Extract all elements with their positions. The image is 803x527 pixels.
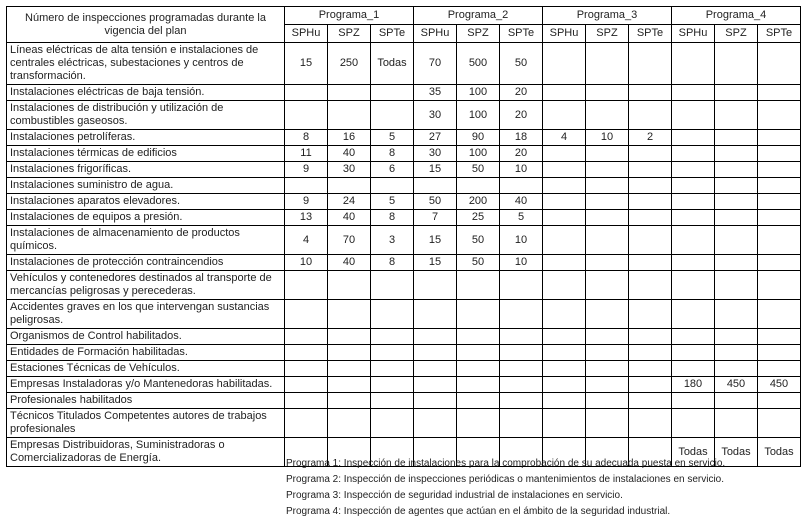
value-cell: 100 bbox=[457, 101, 500, 130]
value-cell bbox=[543, 393, 586, 409]
value-cell bbox=[586, 271, 629, 300]
value-cell bbox=[543, 361, 586, 377]
row-label: Profesionales habilitados bbox=[7, 393, 285, 409]
header-programa-1: Programa_1 bbox=[285, 7, 414, 25]
value-cell: 25 bbox=[457, 210, 500, 226]
header-programa-4: Programa_4 bbox=[672, 7, 801, 25]
value-cell bbox=[629, 255, 672, 271]
table-row bbox=[7, 85, 801, 101]
value-cell bbox=[543, 345, 586, 361]
value-cell bbox=[543, 85, 586, 101]
value-cell: 100 bbox=[457, 146, 500, 162]
value-cell: 90 bbox=[457, 130, 500, 146]
value-cell bbox=[715, 361, 758, 377]
value-cell: 50 bbox=[414, 194, 457, 210]
value-cell bbox=[285, 271, 328, 300]
value-cell bbox=[500, 329, 543, 345]
value-cell bbox=[328, 361, 371, 377]
value-cell bbox=[672, 130, 715, 146]
value-cell bbox=[543, 210, 586, 226]
table-row bbox=[7, 146, 801, 162]
value-cell: 6 bbox=[371, 162, 414, 178]
table-row bbox=[7, 329, 801, 345]
value-cell bbox=[586, 300, 629, 329]
value-cell: 5 bbox=[371, 130, 414, 146]
table-row bbox=[7, 300, 801, 329]
value-cell bbox=[414, 393, 457, 409]
value-cell bbox=[586, 409, 629, 438]
value-cell bbox=[586, 361, 629, 377]
value-cell: 8 bbox=[371, 210, 414, 226]
value-cell: 180 bbox=[672, 377, 715, 393]
value-cell bbox=[715, 162, 758, 178]
value-cell bbox=[758, 409, 801, 438]
value-cell bbox=[371, 393, 414, 409]
value-cell bbox=[500, 178, 543, 194]
table-row bbox=[7, 43, 801, 85]
value-cell bbox=[586, 146, 629, 162]
value-cell bbox=[414, 361, 457, 377]
value-cell bbox=[758, 146, 801, 162]
value-cell: 10 bbox=[586, 130, 629, 146]
value-cell: 30 bbox=[414, 101, 457, 130]
value-cell bbox=[328, 393, 371, 409]
value-cell bbox=[715, 345, 758, 361]
value-cell bbox=[672, 178, 715, 194]
value-cell: 2 bbox=[629, 130, 672, 146]
value-cell: 16 bbox=[328, 130, 371, 146]
value-cell bbox=[543, 101, 586, 130]
value-cell bbox=[672, 162, 715, 178]
table-row bbox=[7, 101, 801, 130]
value-cell bbox=[758, 329, 801, 345]
table-body bbox=[7, 43, 801, 467]
value-cell: 3 bbox=[371, 226, 414, 255]
value-cell bbox=[371, 300, 414, 329]
value-cell: 100 bbox=[457, 85, 500, 101]
row-label: Instalaciones de almacenamiento de productos químicos. bbox=[7, 226, 285, 255]
value-cell: 5 bbox=[371, 194, 414, 210]
value-cell bbox=[285, 393, 328, 409]
value-cell bbox=[457, 178, 500, 194]
value-cell bbox=[543, 409, 586, 438]
value-cell bbox=[715, 329, 758, 345]
value-cell bbox=[629, 329, 672, 345]
table-row bbox=[7, 393, 801, 409]
value-cell: 30 bbox=[328, 162, 371, 178]
value-cell: 20 bbox=[500, 146, 543, 162]
value-cell bbox=[285, 85, 328, 101]
value-cell bbox=[457, 300, 500, 329]
value-cell bbox=[629, 85, 672, 101]
value-cell bbox=[758, 345, 801, 361]
footnote-programa-4: Programa 4: Inspección de agentes que actúan en el ámbito de la seguridad industrial. bbox=[286, 506, 671, 517]
value-cell bbox=[586, 393, 629, 409]
table-row bbox=[7, 409, 801, 438]
value-cell: 18 bbox=[500, 130, 543, 146]
value-cell bbox=[629, 300, 672, 329]
value-cell bbox=[672, 194, 715, 210]
table-row bbox=[7, 255, 801, 271]
value-cell: 15 bbox=[414, 226, 457, 255]
value-cell bbox=[672, 85, 715, 101]
row-label: Accidentes graves en los que intervengan sustancias peligrosas. bbox=[7, 300, 285, 329]
value-cell bbox=[715, 178, 758, 194]
value-cell bbox=[328, 271, 371, 300]
value-cell: 10 bbox=[500, 162, 543, 178]
value-cell bbox=[586, 43, 629, 85]
table-row bbox=[7, 210, 801, 226]
table-row bbox=[7, 361, 801, 377]
value-cell bbox=[629, 409, 672, 438]
value-cell: 70 bbox=[328, 226, 371, 255]
value-cell bbox=[672, 255, 715, 271]
value-cell bbox=[328, 329, 371, 345]
value-cell bbox=[285, 361, 328, 377]
value-cell bbox=[629, 194, 672, 210]
value-cell bbox=[543, 43, 586, 85]
value-cell: 20 bbox=[500, 85, 543, 101]
value-cell bbox=[457, 393, 500, 409]
value-cell: 13 bbox=[285, 210, 328, 226]
subheader-spz: SPZ bbox=[586, 25, 629, 43]
value-cell bbox=[371, 329, 414, 345]
value-cell bbox=[457, 329, 500, 345]
value-cell: 50 bbox=[457, 255, 500, 271]
subheader-spte: SPTe bbox=[758, 25, 801, 43]
value-cell bbox=[672, 146, 715, 162]
value-cell bbox=[586, 329, 629, 345]
value-cell bbox=[285, 101, 328, 130]
value-cell bbox=[629, 101, 672, 130]
value-cell: Todas bbox=[715, 438, 758, 467]
table-title: Número de inspecciones programadas durante la vigencia del plan bbox=[7, 7, 285, 43]
inspections-table bbox=[6, 6, 801, 467]
value-cell bbox=[500, 393, 543, 409]
value-cell bbox=[758, 393, 801, 409]
table-row bbox=[7, 178, 801, 194]
row-label: Instalaciones de distribución y utilización de combustibles gaseosos. bbox=[7, 101, 285, 130]
value-cell bbox=[715, 409, 758, 438]
value-cell bbox=[328, 85, 371, 101]
value-cell: 15 bbox=[414, 162, 457, 178]
value-cell bbox=[715, 210, 758, 226]
value-cell: Todas bbox=[371, 43, 414, 85]
value-cell bbox=[758, 101, 801, 130]
value-cell bbox=[328, 409, 371, 438]
footnote-programa-2: Programa 2: Inspección de inspecciones periódicas o mantenimientos de instalaciones en servicio. bbox=[286, 474, 725, 485]
value-cell bbox=[543, 377, 586, 393]
value-cell bbox=[672, 393, 715, 409]
value-cell bbox=[758, 226, 801, 255]
value-cell bbox=[328, 101, 371, 130]
row-label: Líneas eléctricas de alta tensión e instalaciones de centrales eléctricas, subestaciones y centros de transformación. bbox=[7, 43, 285, 85]
value-cell: 5 bbox=[500, 210, 543, 226]
value-cell bbox=[629, 271, 672, 300]
value-cell bbox=[543, 271, 586, 300]
value-cell bbox=[371, 101, 414, 130]
value-cell bbox=[586, 101, 629, 130]
value-cell bbox=[371, 85, 414, 101]
value-cell bbox=[629, 146, 672, 162]
value-cell: 50 bbox=[457, 226, 500, 255]
value-cell bbox=[758, 361, 801, 377]
value-cell bbox=[672, 101, 715, 130]
subheader-spz: SPZ bbox=[457, 25, 500, 43]
value-cell: 10 bbox=[500, 255, 543, 271]
value-cell: 450 bbox=[715, 377, 758, 393]
value-cell bbox=[285, 178, 328, 194]
value-cell: 250 bbox=[328, 43, 371, 85]
value-cell bbox=[672, 409, 715, 438]
value-cell bbox=[672, 345, 715, 361]
row-label: Empresas Instaladoras y/o Mantenedoras habilitadas. bbox=[7, 377, 285, 393]
value-cell bbox=[629, 43, 672, 85]
value-cell bbox=[758, 271, 801, 300]
value-cell: 7 bbox=[414, 210, 457, 226]
value-cell bbox=[543, 194, 586, 210]
value-cell: Todas bbox=[672, 438, 715, 467]
value-cell bbox=[414, 345, 457, 361]
value-cell bbox=[629, 361, 672, 377]
value-cell: 70 bbox=[414, 43, 457, 85]
value-cell bbox=[285, 300, 328, 329]
value-cell bbox=[586, 345, 629, 361]
subheader-spte: SPTe bbox=[371, 25, 414, 43]
value-cell: 40 bbox=[500, 194, 543, 210]
header-programa-3: Programa_3 bbox=[543, 7, 672, 25]
value-cell bbox=[414, 377, 457, 393]
row-label: Vehículos y contenedores destinados al transporte de mercancías peligrosas y perecederas. bbox=[7, 271, 285, 300]
value-cell bbox=[586, 377, 629, 393]
value-cell bbox=[586, 162, 629, 178]
value-cell bbox=[328, 377, 371, 393]
row-label: Técnicos Titulados Competentes autores de trabajos profesionales bbox=[7, 409, 285, 438]
value-cell bbox=[371, 345, 414, 361]
value-cell: 200 bbox=[457, 194, 500, 210]
subheader-sphu: SPHu bbox=[543, 25, 586, 43]
value-cell bbox=[715, 393, 758, 409]
value-cell: 50 bbox=[500, 43, 543, 85]
value-cell bbox=[672, 210, 715, 226]
row-label: Instalaciones térmicas de edificios bbox=[7, 146, 285, 162]
value-cell: 50 bbox=[457, 162, 500, 178]
value-cell bbox=[500, 409, 543, 438]
value-cell bbox=[758, 300, 801, 329]
table-header bbox=[7, 7, 801, 43]
value-cell bbox=[586, 85, 629, 101]
value-cell bbox=[543, 226, 586, 255]
subheader-sphu: SPHu bbox=[285, 25, 328, 43]
value-cell bbox=[457, 377, 500, 393]
value-cell bbox=[715, 101, 758, 130]
row-label: Instalaciones de equipos a presión. bbox=[7, 210, 285, 226]
value-cell bbox=[543, 162, 586, 178]
program-header-row bbox=[7, 7, 801, 25]
subheader-sphu: SPHu bbox=[414, 25, 457, 43]
subheader-sphu: SPHu bbox=[672, 25, 715, 43]
row-label: Instalaciones suministro de agua. bbox=[7, 178, 285, 194]
value-cell bbox=[672, 43, 715, 85]
table-row bbox=[7, 345, 801, 361]
row-label: Entidades de Formación habilitadas. bbox=[7, 345, 285, 361]
value-cell bbox=[285, 345, 328, 361]
value-cell bbox=[328, 300, 371, 329]
table-row bbox=[7, 130, 801, 146]
value-cell bbox=[414, 300, 457, 329]
value-cell bbox=[629, 226, 672, 255]
value-cell bbox=[715, 255, 758, 271]
table-row bbox=[7, 162, 801, 178]
value-cell: 40 bbox=[328, 255, 371, 271]
value-cell: 8 bbox=[371, 146, 414, 162]
value-cell bbox=[457, 409, 500, 438]
value-cell bbox=[543, 178, 586, 194]
value-cell bbox=[715, 130, 758, 146]
value-cell: 27 bbox=[414, 130, 457, 146]
value-cell bbox=[758, 162, 801, 178]
value-cell bbox=[328, 345, 371, 361]
subheader-spte: SPTe bbox=[500, 25, 543, 43]
value-cell bbox=[586, 194, 629, 210]
value-cell bbox=[586, 226, 629, 255]
value-cell: 8 bbox=[285, 130, 328, 146]
value-cell bbox=[543, 329, 586, 345]
value-cell bbox=[715, 43, 758, 85]
value-cell bbox=[371, 271, 414, 300]
value-cell: 35 bbox=[414, 85, 457, 101]
value-cell: 10 bbox=[500, 226, 543, 255]
value-cell: 4 bbox=[285, 226, 328, 255]
value-cell: 24 bbox=[328, 194, 371, 210]
value-cell bbox=[543, 255, 586, 271]
value-cell bbox=[414, 409, 457, 438]
value-cell bbox=[500, 361, 543, 377]
value-cell bbox=[543, 300, 586, 329]
row-label: Organismos de Control habilitados. bbox=[7, 329, 285, 345]
value-cell: 500 bbox=[457, 43, 500, 85]
row-label: Instalaciones petrolíferas. bbox=[7, 130, 285, 146]
value-cell: 9 bbox=[285, 162, 328, 178]
value-cell bbox=[285, 409, 328, 438]
value-cell bbox=[500, 300, 543, 329]
value-cell bbox=[758, 130, 801, 146]
header-programa-2: Programa_2 bbox=[414, 7, 543, 25]
value-cell: 10 bbox=[285, 255, 328, 271]
value-cell bbox=[758, 43, 801, 85]
value-cell bbox=[672, 361, 715, 377]
value-cell bbox=[715, 226, 758, 255]
value-cell bbox=[586, 178, 629, 194]
value-cell bbox=[715, 85, 758, 101]
value-cell bbox=[629, 345, 672, 361]
value-cell bbox=[371, 178, 414, 194]
value-cell bbox=[586, 210, 629, 226]
value-cell bbox=[543, 146, 586, 162]
value-cell bbox=[672, 226, 715, 255]
value-cell: 4 bbox=[543, 130, 586, 146]
subheader-spz: SPZ bbox=[715, 25, 758, 43]
value-cell bbox=[371, 361, 414, 377]
value-cell bbox=[715, 271, 758, 300]
value-cell: 30 bbox=[414, 146, 457, 162]
value-cell: 20 bbox=[500, 101, 543, 130]
value-cell bbox=[758, 255, 801, 271]
value-cell bbox=[414, 178, 457, 194]
value-cell: 40 bbox=[328, 146, 371, 162]
value-cell bbox=[672, 300, 715, 329]
value-cell bbox=[629, 377, 672, 393]
row-label: Instalaciones aparatos elevadores. bbox=[7, 194, 285, 210]
value-cell bbox=[672, 329, 715, 345]
value-cell bbox=[629, 178, 672, 194]
footnote-programa-1: Programa 1: Inspección de instalaciones para la comprobación de su adecuada puesta en servicio. bbox=[286, 458, 726, 469]
row-label: Instalaciones de protección contraincendios bbox=[7, 255, 285, 271]
row-label: Empresas Distribuidoras, Suministradoras o Comercializadoras de Energía. bbox=[7, 438, 285, 467]
value-cell bbox=[285, 377, 328, 393]
value-cell: 11 bbox=[285, 146, 328, 162]
table-row bbox=[7, 271, 801, 300]
value-cell bbox=[715, 194, 758, 210]
value-cell bbox=[414, 329, 457, 345]
value-cell bbox=[715, 146, 758, 162]
value-cell: 15 bbox=[285, 43, 328, 85]
subheader-spz: SPZ bbox=[328, 25, 371, 43]
value-cell bbox=[500, 271, 543, 300]
value-cell bbox=[629, 162, 672, 178]
footnote-programa-3: Programa 3: Inspección de seguridad industrial de instalaciones en servicio. bbox=[286, 490, 623, 501]
value-cell bbox=[457, 345, 500, 361]
value-cell bbox=[414, 271, 457, 300]
row-label: Instalaciones eléctricas de baja tensión. bbox=[7, 85, 285, 101]
value-cell: 450 bbox=[758, 377, 801, 393]
value-cell bbox=[500, 345, 543, 361]
value-cell: Todas bbox=[758, 438, 801, 467]
value-cell bbox=[586, 255, 629, 271]
value-cell bbox=[629, 393, 672, 409]
value-cell bbox=[758, 85, 801, 101]
table-row bbox=[7, 194, 801, 210]
value-cell bbox=[371, 409, 414, 438]
value-cell bbox=[715, 300, 758, 329]
value-cell bbox=[500, 377, 543, 393]
value-cell: 40 bbox=[328, 210, 371, 226]
value-cell bbox=[371, 377, 414, 393]
subheader-spte: SPTe bbox=[629, 25, 672, 43]
value-cell bbox=[672, 271, 715, 300]
row-label: Instalaciones frigoríficas. bbox=[7, 162, 285, 178]
value-cell bbox=[328, 178, 371, 194]
value-cell bbox=[758, 194, 801, 210]
table-row bbox=[7, 226, 801, 255]
value-cell: 9 bbox=[285, 194, 328, 210]
value-cell bbox=[758, 210, 801, 226]
value-cell bbox=[629, 210, 672, 226]
value-cell bbox=[285, 329, 328, 345]
table-row bbox=[7, 377, 801, 393]
value-cell: 15 bbox=[414, 255, 457, 271]
footnotes bbox=[286, 456, 725, 520]
value-cell bbox=[457, 271, 500, 300]
value-cell bbox=[758, 178, 801, 194]
value-cell bbox=[457, 361, 500, 377]
value-cell: 8 bbox=[371, 255, 414, 271]
row-label: Estaciones Técnicas de Vehículos. bbox=[7, 361, 285, 377]
